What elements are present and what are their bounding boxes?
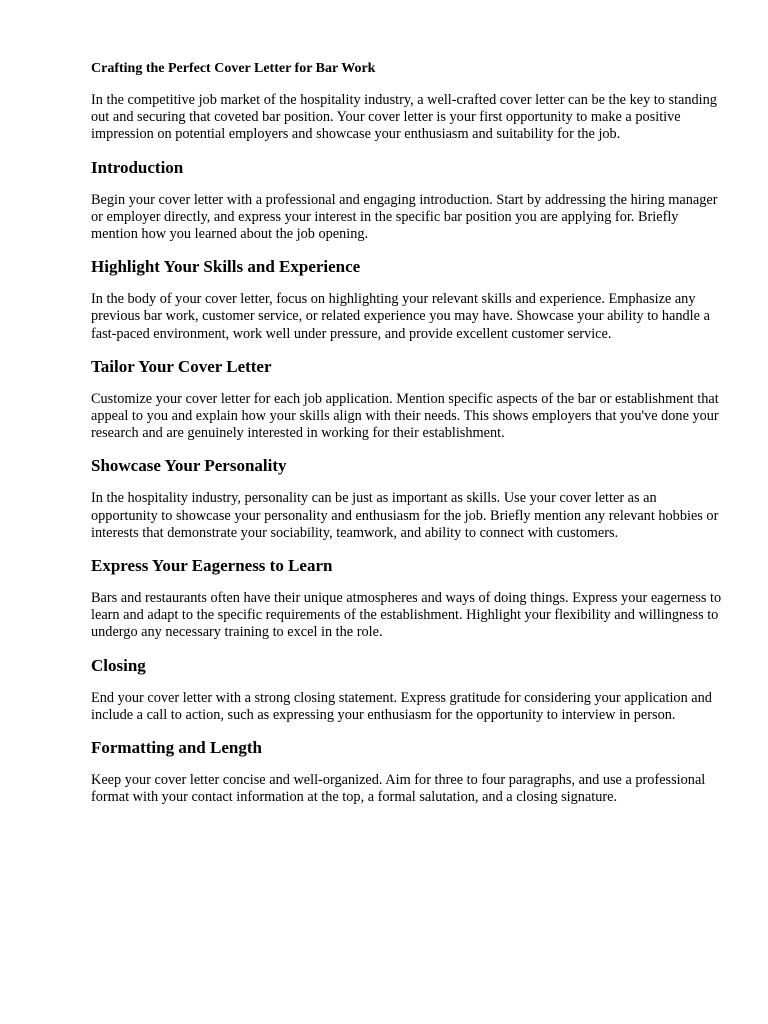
section-body: Bars and restaurants often have their unique atmospheres and ways of doing things. Express your eagerness to learn and adapt to the specific requirements of the establishment. Highlight your flexibility and willingness to undergo any necessary training to excel in the role. [91, 590, 722, 641]
section-eagerness-to-learn [91, 556, 724, 642]
section-body: Begin your cover letter with a professional and engaging introduction. Start by addressing the hiring manager or employer directly, and express your interest in the specific bar position you are applying for. Briefly mention how you learned about the job opening. [91, 191, 718, 243]
section-heading: Formatting and Length [91, 738, 262, 758]
section-heading: Tailor Your Cover Letter [91, 356, 272, 376]
section-heading: Introduction [91, 157, 184, 177]
section-highlight-skills [91, 257, 724, 343]
section-introduction [91, 158, 724, 244]
section-heading: Express Your Eagerness to Learn [91, 556, 333, 576]
intro-paragraph: In the competitive job market of the hospitality industry, a well-crafted cover letter can be the key to standing out and securing that coveted bar position. Your cover letter is your first opportunity to make a positive impression on potential employers and showcase your enthusiasm and suitability for the job. [91, 92, 717, 143]
section-heading: Closing [91, 655, 146, 675]
section-closing [91, 656, 724, 724]
section-heading: Showcase Your Personality [91, 456, 287, 476]
section-formatting-length [91, 738, 724, 806]
section-body: Keep your cover letter concise and well-organized. Aim for three to four paragraphs, and use a professional format with your contact information at the top, a formal salutation, and a closing signature. [91, 772, 706, 806]
section-body: In the hospitality industry, personality can be just as important as skills. Use your cover letter as an opportunity to showcase your personality and enthusiasm for the job. Briefly mention any relevant hobbies or interests that demonstrate your sociability, teamwork, and ability to connect with customers. [91, 490, 719, 541]
section-body: In the body of your cover letter, focus on highlighting your relevant skills and experience. Emphasize any previous bar work, customer service, or related experience you may have. Showcase your ability to handle a fast-paced environment, work well under pressure, and provide excellent customer service. [91, 291, 710, 342]
section-body: End your cover letter with a strong closing statement. Express gratitude for considering your application and include a call to action, such as expressing your enthusiasm for the opportunity to interview in person. [91, 689, 712, 723]
section-showcase-personality [91, 456, 724, 542]
section-tailor-letter [91, 357, 724, 443]
document-title: Crafting the Perfect Cover Letter for Bar Work [91, 61, 376, 76]
section-body: Customize your cover letter for each job application. Mention specific aspects of the bar or establishment that appeal to you and explain how your skills align with their needs. This shows employers that you've done your research and are genuinely interested in working for their establishment. [91, 390, 719, 442]
section-heading: Highlight Your Skills and Experience [91, 257, 361, 277]
